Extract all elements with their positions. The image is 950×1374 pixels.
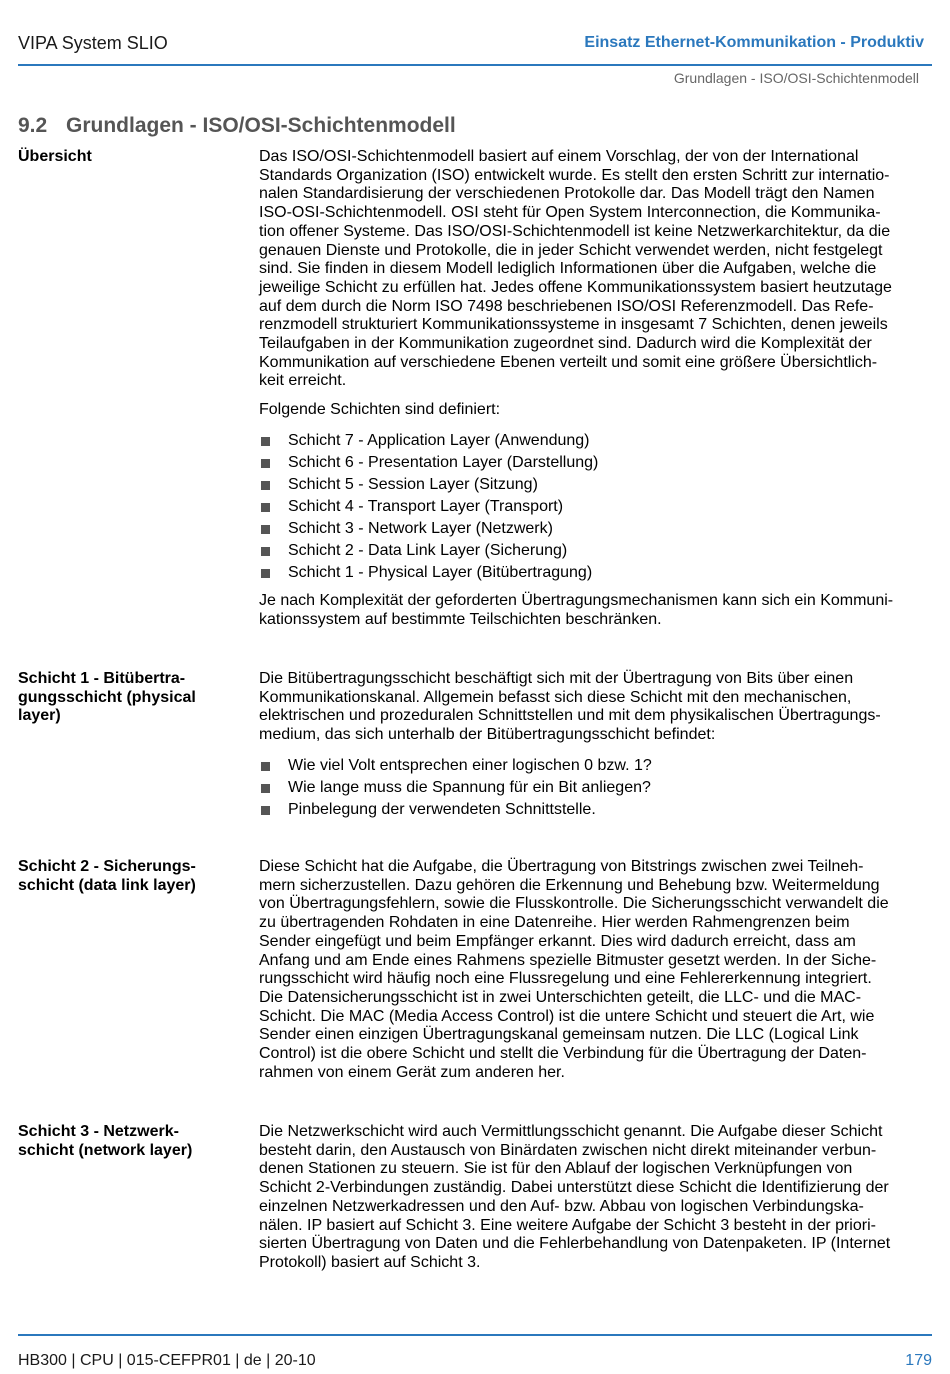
layer3-body	[259, 1123, 939, 1283]
footer-divider	[18, 1334, 932, 1336]
section-title-text: Grundlagen - ISO/OSI-Schichtenmodell	[66, 114, 456, 137]
list-item: Schicht 7 - Application Layer (Anwendung)	[259, 430, 939, 452]
section-title	[18, 114, 456, 138]
list-item: Wie lange muss die Spannung für ein Bit anliegen?	[259, 777, 939, 799]
layer1-paragraph: Die Bitübertragungsschicht beschäftigt sich mit der Übertragung von Bits über einen Kommunikationskanal. Allgemein befasst sich diese Schicht mit den mechanischen, elektrischen und prozeduralen Schnittstellen und mit dem physikalischen Übertragungs- medium, das sich unterhalb der Bitübertragungsschicht befindet:	[259, 670, 881, 744]
list-item: Wie viel Volt entsprechen einer logischen 0 bzw. 1?	[259, 755, 939, 777]
layer2-paragraph: Diese Schicht hat die Aufgabe, die Übertragung von Bitstrings zwischen zwei Teilneh- mern sicherzustellen. Dazu gehören die Erkennung und Behebung bzw. Weitermeldung von Übertragungsfehlern, sowie die Flusskontrolle. Die Sicherungsschicht verwandelt die zu übertragenden Rohdaten in eine Datenreihe. Hier werden Rahmengrenzen beim Sender eingefügt und beim Empfänger erkannt. Dies wird dadurch erreicht, dass am Anfang und am Ende eines Rahmens spezielle Bitmuster gesetzt werden. In der Siche- rungsschicht wird häufig noch eine Flussregelung und eine Fehlererkennung integriert. Die Datensicherungsschicht ist in zwei Unterschichten geteilt, die LLC- und die MAC- Schicht. Die MAC (Media Access Control) ist die untere Schicht und steuert die Art, wie Sender einen einzigen Übertragungskanal gemeinsam nutzen. Die LLC (Logical Link Control) ist die obere Schicht und stellt die Verbindung für die Übertragung der Daten- rahmen von einem Gerät zum anderen her.	[259, 858, 889, 1081]
layers-intro: Folgende Schichten sind definiert:	[259, 401, 501, 419]
list-item: Schicht 2 - Data Link Layer (Sicherung)	[259, 540, 939, 562]
header-chapter: Einsatz Ethernet-Kommunikation - Produktiv	[584, 34, 924, 51]
layer1-body	[259, 670, 939, 821]
list-item: Schicht 1 - Physical Layer (Bitübertragung)	[259, 562, 939, 584]
list-item: Schicht 4 - Transport Layer (Transport)	[259, 496, 939, 518]
page-number: 179	[905, 1352, 932, 1369]
overview-paragraph: Das ISO/OSI-Schichtenmodell basiert auf einem Vorschlag, der von der International Standards Organization (ISO) entwickelt wurde. Es stellt den ersten Schritt zur internatio- nalen Standardisierung der verschiedenen Protokolle dar. Das Modell trägt den Namen ISO-OSI-Schichtenmodell. OSI steht für Open System Interconnection, die Kommunika- tion offener Systeme. Das ISO/OSI-Schichtenmodell ist keine Netzwerkarchitektur, da die genauen Dienste und Protokolle, die in jeder Schicht verwendet werden, nicht festgelegt sind. Sie finden in diesem Modell lediglich Informationen über die Aufgaben, welche die jeweilige Schicht zu erfüllen hat. Jedes offene Kommunikationssystem basiert heutzutage auf dem durch die Norm ISO 7498 beschriebenen ISO/OSI Referenzmodell. Das Refe- renzmodell strukturiert Kommunikationssysteme in insgesamt 7 Schichten, denen jeweils Teilaufgaben in der Kommunikation zugeordnet sind. Dadurch wird die Komplexität der Kommunikation auf verschiedene Ebenen verteilt und somit eine größere Übersichtlich- keit erreicht.	[259, 148, 892, 390]
layer1-list	[259, 755, 939, 821]
layer3-label: Schicht 3 - Netzwerk- schicht (network layer)	[18, 1123, 193, 1159]
header-divider	[18, 64, 932, 66]
footer-document-id: HB300 | CPU | 015-CEFPR01 | de | 20-10	[18, 1352, 316, 1369]
list-item: Schicht 5 - Session Layer (Sitzung)	[259, 474, 939, 496]
layer3-paragraph: Die Netzwerkschicht wird auch Vermittlungsschicht genannt. Die Aufgabe dieser Schicht besteht darin, den Austausch von Binärdaten zwischen nicht direkt miteinander verbun- denen Stationen zu steuern. Sie ist für den Ablauf der logischen Verknüpfungen von Schicht 2-Verbindungen zuständig. Dabei unterstützt diese Schicht die Identifizierung der einzelnen Netzwerkadressen und den Auf- bzw. Abbau von logischen Verbindungska- nälen. IP basiert auf Schicht 3. Eine weitere Aufgabe der Schicht 3 besteht in der priori- sierten Übertragung von Daten und die Fehlerbehandlung von Datenpaketen. IP (Internet Protokoll) basiert auf Schicht 3.	[259, 1123, 891, 1271]
overview-body	[259, 148, 939, 639]
overview-closing-paragraph: Je nach Komplexität der geforderten Übertragungsmechanismen kann sich ein Kommuni- kationssystem auf bestimmte Teilschichten beschränken.	[259, 591, 894, 628]
list-item: Schicht 3 - Network Layer (Netzwerk)	[259, 518, 939, 540]
header-product: VIPA System SLIO	[18, 33, 168, 53]
overview-label: Übersicht	[18, 148, 92, 165]
list-item: Pinbelegung der verwendeten Schnittstelle.	[259, 799, 939, 821]
layer2-label: Schicht 2 - Sicherungs- schicht (data link layer)	[18, 858, 196, 894]
layer1-label: Schicht 1 - Bitübertra- gungsschicht (physical layer)	[18, 670, 196, 725]
list-item: Schicht 6 - Presentation Layer (Darstellung)	[259, 452, 939, 474]
layer-list	[259, 430, 939, 584]
section-number: 9.2	[18, 114, 48, 137]
layer2-body	[259, 858, 939, 1092]
header-subsection: Grundlagen - ISO/OSI-Schichtenmodell	[673, 70, 919, 86]
